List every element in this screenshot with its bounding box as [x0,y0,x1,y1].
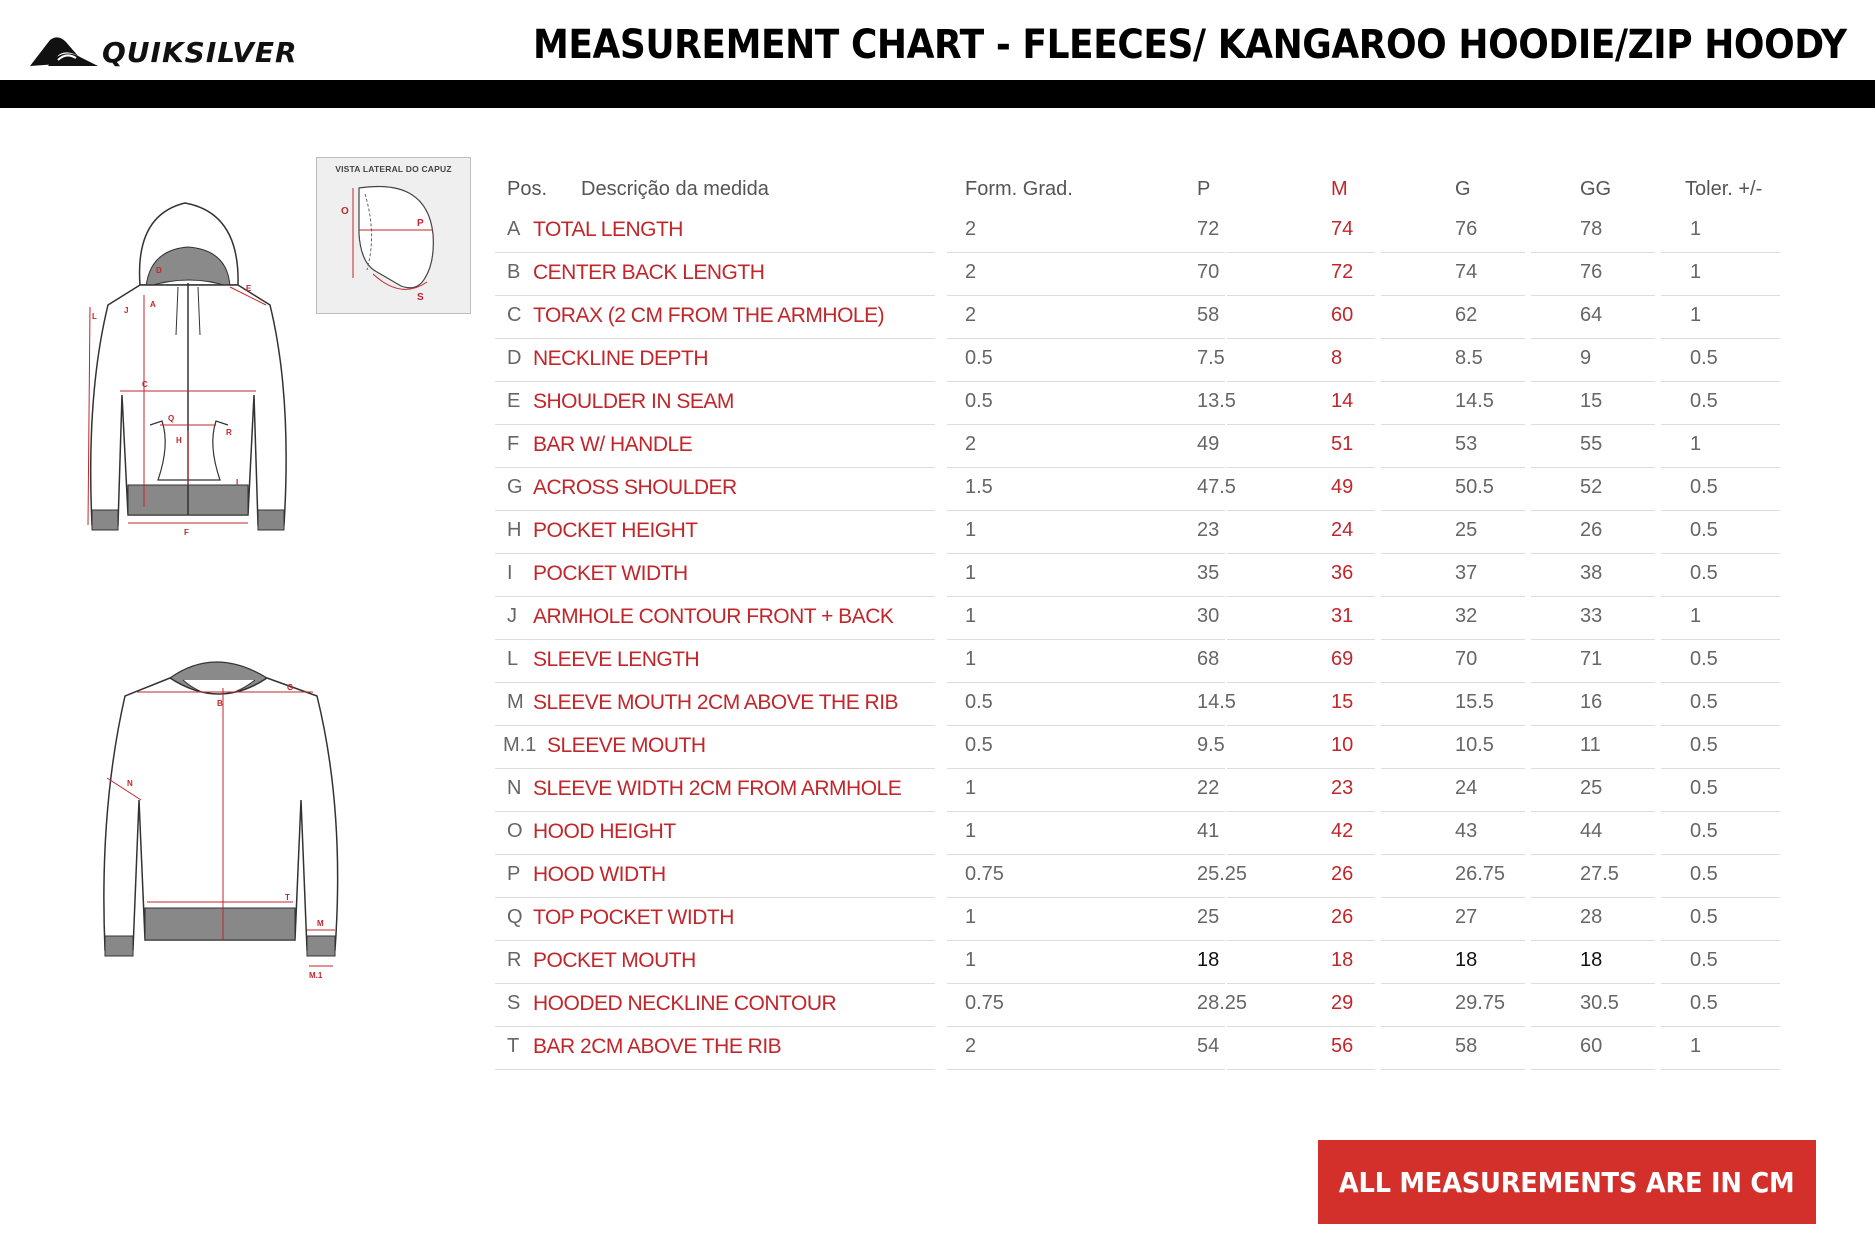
cell-tol: 0.5 [1690,390,1718,412]
cell-m: 74 [1331,218,1354,240]
cell-tol: 0.5 [1690,691,1718,713]
cell-pos: H [507,519,522,541]
svg-text:M.1: M.1 [309,971,323,980]
cell-grad: 0.5 [965,347,993,369]
svg-text:B: B [217,699,223,708]
table-row [495,597,1785,640]
svg-text:A: A [150,300,156,309]
cell-m: 60 [1331,304,1354,326]
cell-grad: 1 [965,949,977,971]
header-grad: Form. Grad. [965,178,1073,200]
cell-gg: 52 [1580,476,1603,498]
cell-desc: BAR W/ HANDLE [533,433,693,456]
cell-pos: F [507,433,520,455]
brand-logo [28,32,318,72]
cell-p: 70 [1197,261,1220,283]
cell-gg: 71 [1580,648,1603,670]
cell-grad: 1 [965,906,977,928]
cell-tol: 0.5 [1690,476,1718,498]
cell-p: 25.25 [1197,863,1248,885]
cell-p: 30 [1197,605,1220,627]
cell-pos: L [507,648,519,670]
cell-pos: M [507,691,524,713]
row-divider [1227,1069,1375,1070]
quiksilver-wave-mountain-icon [28,32,100,72]
measurement-table [495,174,1790,1124]
cell-g: 50.5 [1455,476,1494,498]
table-row [495,855,1785,898]
cell-g: 24 [1455,777,1478,799]
cell-g: 29.75 [1455,992,1506,1014]
table-row [495,296,1785,339]
svg-text:R: R [226,428,232,437]
cell-p: 18 [1197,949,1220,971]
cell-tol: 0.5 [1690,648,1718,670]
hood-view-title: VISTA LATERAL DO CAPUZ [335,164,452,174]
cell-m: 24 [1331,519,1354,541]
cell-p: 23 [1197,519,1220,541]
table-row [495,640,1785,683]
cell-gg: 64 [1580,304,1603,326]
table-row [495,511,1785,554]
cell-desc: SLEEVE MOUTH 2CM ABOVE THE RIB [533,691,899,714]
svg-text:E: E [246,284,252,293]
cell-gg: 11 [1580,734,1601,756]
cell-g: 62 [1455,304,1478,326]
cell-gg: 55 [1580,433,1603,455]
header-size-m: M [1331,178,1348,200]
table-row [495,382,1785,425]
table-row [495,726,1785,769]
table-header-row [495,174,1785,214]
cell-gg: 78 [1580,218,1603,240]
cell-gg: 28 [1580,906,1603,928]
cell-pos: A [507,218,521,240]
svg-text:C: C [142,380,148,389]
row-divider [1381,1069,1525,1070]
back-garment-sketch [95,650,355,980]
svg-text:D: D [156,266,162,275]
table-row [495,339,1785,382]
cell-g: 8.5 [1455,347,1483,369]
cell-tol: 0.5 [1690,347,1718,369]
cell-desc: CENTER BACK LENGTH [533,261,765,284]
cell-desc: TORAX (2 CM FROM THE ARMHOLE) [533,304,885,327]
svg-text:J: J [124,306,129,315]
cell-gg: 33 [1580,605,1603,627]
row-divider [1661,1069,1780,1070]
cell-m: 18 [1331,949,1354,971]
cell-gg: 76 [1580,261,1603,283]
cell-p: 7.5 [1197,347,1225,369]
table-row [495,898,1785,941]
cell-p: 41 [1197,820,1220,842]
cell-grad: 2 [965,261,977,283]
cell-grad: 2 [965,218,977,240]
cell-grad: 0.75 [965,863,1004,885]
cell-desc: SLEEVE WIDTH 2CM FROM ARMHOLE [533,777,902,800]
table-row [495,554,1785,597]
row-divider [495,1069,935,1070]
cell-gg: 18 [1580,949,1603,971]
cell-p: 72 [1197,218,1220,240]
svg-text:S: S [417,292,424,303]
cell-gg: 44 [1580,820,1603,842]
cell-grad: 1 [965,648,977,670]
svg-text:L: L [92,312,97,321]
table-row [495,468,1785,511]
cell-m: 49 [1331,476,1354,498]
cell-tol: 0.5 [1690,949,1718,971]
svg-text:Q: Q [168,414,175,423]
cell-grad: 0.5 [965,691,993,713]
cell-m: 23 [1331,777,1354,799]
cell-desc: ARMHOLE CONTOUR FRONT + BACK [533,605,894,628]
cell-tol: 1 [1690,433,1702,455]
table-row [495,210,1785,253]
cell-pos: R [507,949,522,971]
cell-p: 49 [1197,433,1220,455]
cell-m: 51 [1331,433,1354,455]
cell-p: 25 [1197,906,1220,928]
cell-m: 8 [1331,347,1343,369]
cell-m: 56 [1331,1035,1354,1057]
cell-gg: 9 [1580,347,1592,369]
cell-gg: 15 [1580,390,1603,412]
svg-text:I: I [236,478,239,487]
cell-g: 10.5 [1455,734,1494,756]
cell-grad: 2 [965,304,977,326]
cell-g: 25 [1455,519,1478,541]
front-garment-sketch [80,195,300,545]
cell-desc: SLEEVE MOUTH [547,734,706,757]
cell-tol: 0.5 [1690,863,1718,885]
cell-g: 58 [1455,1035,1478,1057]
cell-pos: J [507,605,517,627]
cell-grad: 1.5 [965,476,993,498]
cell-desc: HOOD WIDTH [533,863,666,886]
cell-grad: 1 [965,820,977,842]
cell-pos: D [507,347,522,369]
cell-tol: 0.5 [1690,820,1718,842]
hood-profile-sketch [317,174,472,314]
cell-p: 22 [1197,777,1220,799]
cell-desc: HOOD HEIGHT [533,820,676,843]
cell-pos: O [507,820,523,842]
cell-grad: 0.5 [965,390,993,412]
cell-pos: C [507,304,522,326]
cell-g: 43 [1455,820,1478,842]
cell-m: 14 [1331,390,1354,412]
cell-desc: POCKET WIDTH [533,562,688,585]
cell-desc: NECKLINE DEPTH [533,347,709,370]
cell-gg: 26 [1580,519,1603,541]
cell-tol: 0.5 [1690,519,1718,541]
cell-p: 58 [1197,304,1220,326]
cell-pos: Q [507,906,523,928]
cell-g: 74 [1455,261,1478,283]
table-row [495,425,1785,468]
units-note-badge [1318,1140,1816,1224]
cell-tol: 1 [1690,605,1702,627]
header-tolerance: Toler. +/- [1685,178,1763,200]
cell-g: 26.75 [1455,863,1506,885]
cell-grad: 1 [965,777,977,799]
cell-m: 72 [1331,261,1354,283]
svg-text:P: P [417,218,424,229]
cell-m: 36 [1331,562,1354,584]
cell-desc: TOTAL LENGTH [533,218,683,241]
cell-m: 26 [1331,906,1354,928]
cell-tol: 0.5 [1690,562,1718,584]
svg-text:N: N [127,779,133,788]
svg-text:M: M [317,919,324,928]
cell-desc: TOP POCKET WIDTH [533,906,734,929]
cell-m: 15 [1331,691,1354,713]
header-size-p: P [1197,178,1211,200]
cell-tol: 0.5 [1690,992,1718,1014]
cell-gg: 60 [1580,1035,1603,1057]
cell-pos: N [507,777,522,799]
cell-desc: HOODED NECKLINE CONTOUR [533,992,837,1015]
cell-p: 68 [1197,648,1220,670]
cell-g: 76 [1455,218,1478,240]
page-header [0,0,1875,108]
svg-text:T: T [285,893,290,902]
cell-desc: SLEEVE LENGTH [533,648,700,671]
cell-grad: 1 [965,519,977,541]
cell-pos: G [507,476,523,498]
cell-desc: ACROSS SHOULDER [533,476,737,499]
brand-name: QUIKSILVER [102,36,298,69]
cell-m: 29 [1331,992,1354,1014]
cell-grad: 2 [965,433,977,455]
header-desc: Descrição da medida [581,178,769,200]
cell-p: 47.5 [1197,476,1236,498]
cell-desc: SHOULDER IN SEAM [533,390,734,413]
cell-pos: S [507,992,521,1014]
cell-p: 9.5 [1197,734,1225,756]
cell-g: 14.5 [1455,390,1494,412]
cell-g: 53 [1455,433,1478,455]
cell-gg: 38 [1580,562,1603,584]
cell-gg: 27.5 [1580,863,1619,885]
cell-pos: M.1 [503,734,537,756]
units-note: ALL MEASUREMENTS ARE IN CM [1339,1165,1795,1199]
cell-gg: 25 [1580,777,1603,799]
cell-tol: 1 [1690,218,1702,240]
cell-m: 31 [1331,605,1354,627]
cell-pos: B [507,261,521,283]
table-row [495,769,1785,812]
cell-tol: 0.5 [1690,906,1718,928]
page-title: MEASUREMENT CHART - FLEECES/ KANGAROO HOODIE/ZIP HOODY [533,22,1847,68]
cell-pos: T [507,1035,520,1057]
row-divider [947,1069,1225,1070]
svg-text:G: G [287,683,294,692]
cell-tol: 1 [1690,304,1702,326]
table-row [495,941,1785,984]
cell-grad: 0.5 [965,734,993,756]
cell-desc: POCKET HEIGHT [533,519,698,542]
svg-text:F: F [184,528,189,537]
table-row [495,812,1785,855]
cell-gg: 16 [1580,691,1603,713]
header-size-g: G [1455,178,1471,200]
cell-p: 35 [1197,562,1220,584]
cell-pos: I [507,562,513,584]
header-size-gg: GG [1580,178,1612,200]
cell-g: 70 [1455,648,1478,670]
svg-text:O: O [341,206,349,217]
cell-grad: 2 [965,1035,977,1057]
cell-grad: 1 [965,605,977,627]
cell-tol: 0.5 [1690,777,1718,799]
cell-desc: POCKET MOUTH [533,949,696,972]
row-divider [1531,1069,1655,1070]
cell-tol: 1 [1690,1035,1702,1057]
cell-tol: 0.5 [1690,734,1718,756]
cell-m: 26 [1331,863,1354,885]
header-bar [0,80,1875,108]
cell-g: 37 [1455,562,1478,584]
cell-p: 14.5 [1197,691,1236,713]
table-row [495,253,1785,296]
cell-gg: 30.5 [1580,992,1619,1014]
cell-desc: BAR 2CM ABOVE THE RIB [533,1035,782,1058]
cell-pos: P [507,863,521,885]
cell-g: 15.5 [1455,691,1494,713]
cell-p: 28.25 [1197,992,1248,1014]
table-row [495,984,1785,1027]
table-row [495,1027,1785,1070]
header-pos: Pos. [507,178,548,200]
cell-g: 18 [1455,949,1478,971]
cell-grad: 0.75 [965,992,1004,1014]
cell-m: 69 [1331,648,1354,670]
cell-m: 10 [1331,734,1354,756]
cell-p: 13.5 [1197,390,1236,412]
cell-g: 27 [1455,906,1478,928]
cell-tol: 1 [1690,261,1702,283]
cell-pos: E [507,390,521,412]
cell-g: 32 [1455,605,1478,627]
hood-side-view [316,157,471,314]
table-row [495,683,1785,726]
cell-p: 54 [1197,1035,1220,1057]
cell-grad: 1 [965,562,977,584]
cell-m: 42 [1331,820,1354,842]
svg-text:H: H [176,436,182,445]
